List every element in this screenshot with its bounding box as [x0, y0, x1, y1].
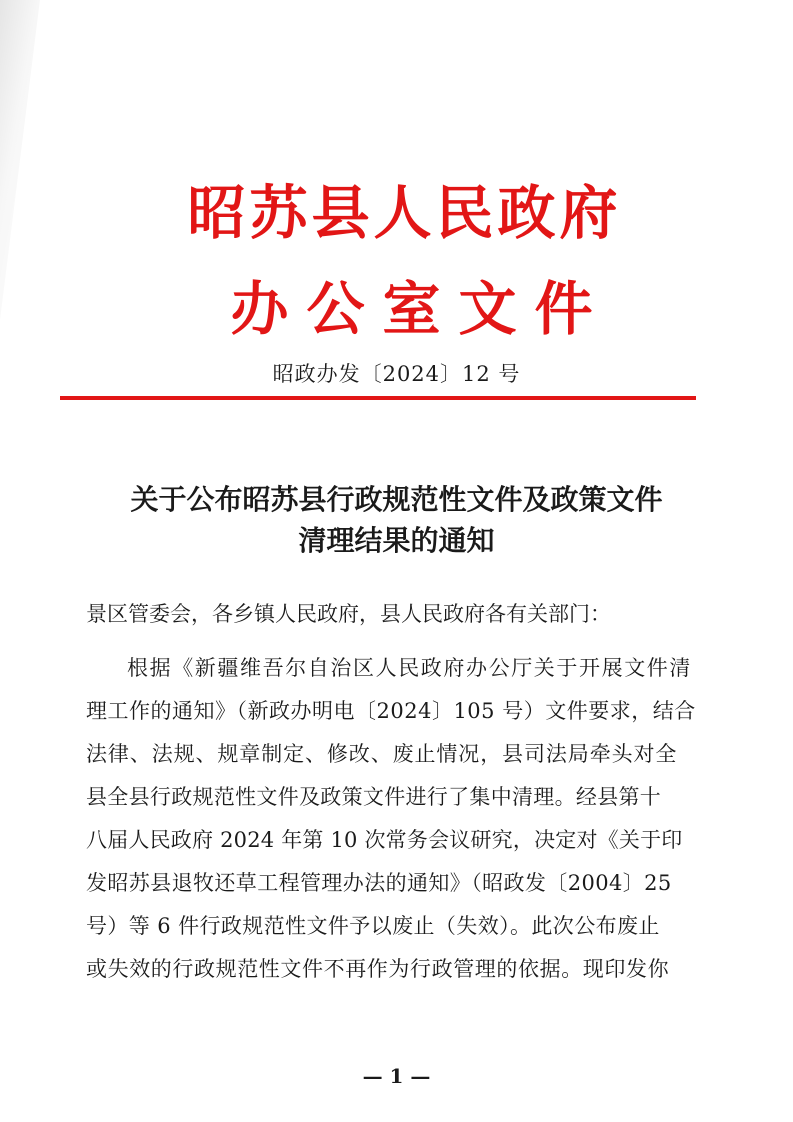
salutation: 景区管委会，各乡镇人民政府，县人民政府各有关部门： [86, 602, 611, 626]
body-line: 法律、法规、规章制定、修改、废止情况，县司法局牵头对全 [86, 742, 678, 766]
body-line: 理工作的通知》（新政办明电〔2024〕105 号）文件要求，结合 [86, 699, 696, 723]
body-line: 号）等 6 件行政规范性文件予以废止（失效）。此次公布废止 [86, 914, 660, 938]
page-number: — 1 — [362, 1064, 431, 1088]
body-line: 根据《新疆维吾尔自治区人民政府办公厅关于开展文件清 [127, 656, 692, 680]
issuer-header: 昭苏县人民政府 [187, 179, 622, 247]
notice-title-line-1: 关于公布昭苏县行政规范性文件及政策文件 [130, 483, 663, 516]
body-line: 发昭苏县退牧还草工程管理办法的通知》（昭政发〔2004〕25 [86, 871, 672, 895]
notice-title-line-2: 清理结果的通知 [298, 524, 495, 557]
body-line: 八届人民政府 2024 年第 10 次常务会议研究，决定对《关于印 [86, 828, 683, 852]
body-line: 县全县行政规范性文件及政策文件进行了集中清理。经县第十 [86, 785, 662, 809]
document-number: 昭政办发〔2024〕12 号 [272, 362, 521, 386]
document-type-header: 办公室文件 [230, 275, 611, 343]
red-divider-line [60, 396, 696, 400]
body-line: 或失效的行政规范性文件不再作为行政管理的依据。现印发你 [86, 957, 670, 981]
